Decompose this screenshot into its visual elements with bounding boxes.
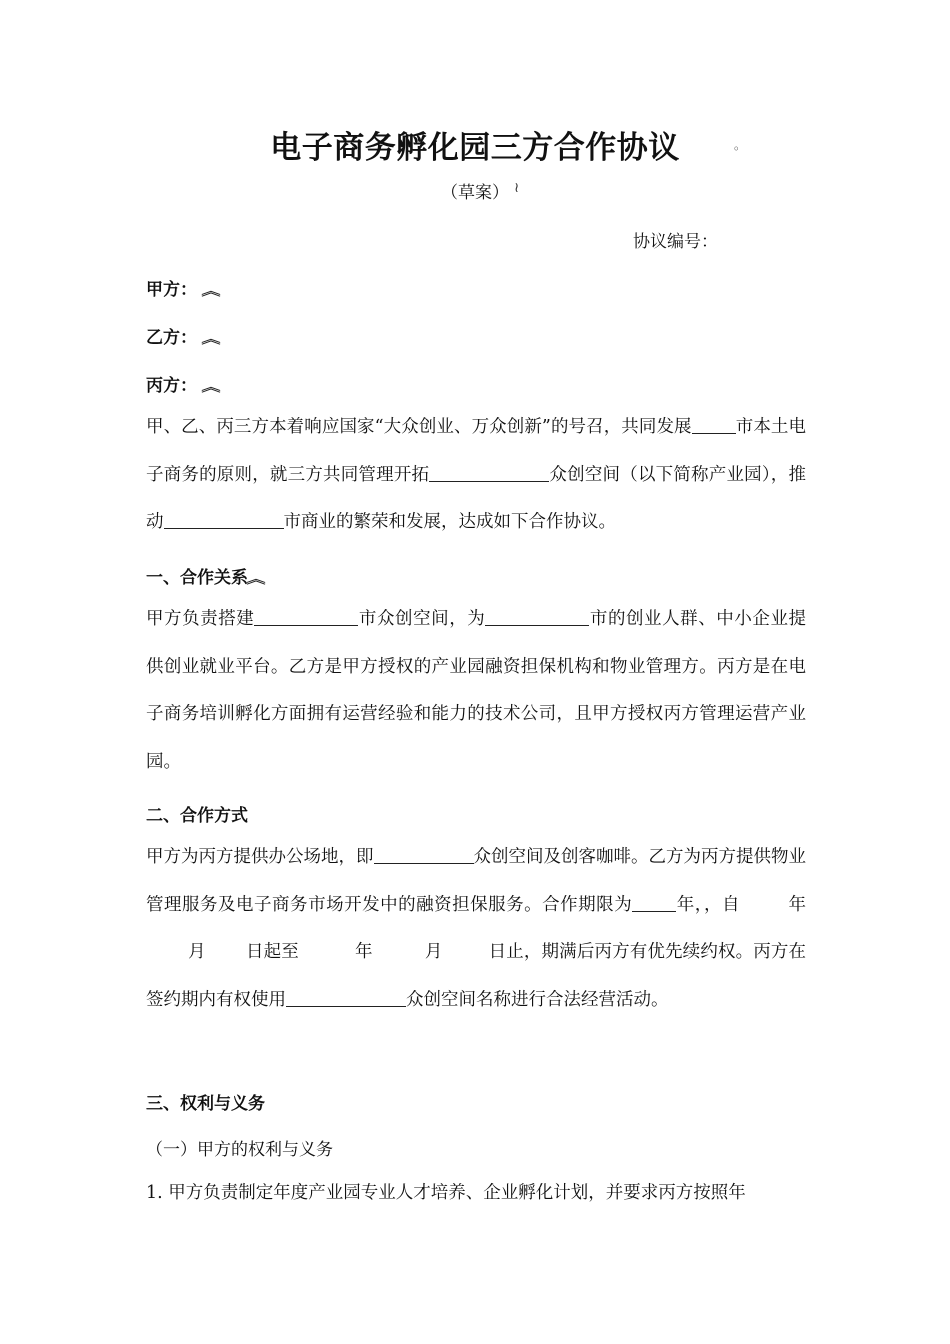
- agreement-number-label: 协议编号：: [633, 232, 718, 252]
- section-3-item-1: [146, 1170, 806, 1218]
- fill-blank[interactable]: [254, 607, 358, 626]
- fill-blank[interactable]: [164, 510, 284, 529]
- party-a-label: 甲方：: [146, 280, 197, 300]
- year-label: 年: [788, 894, 807, 915]
- party-b-label: 乙方：: [146, 328, 197, 348]
- section-text: 甲方负责搭建: [146, 609, 255, 629]
- section-2-paragraph: [146, 834, 806, 1024]
- month-label: 月: [424, 942, 443, 962]
- section-text: 1. 甲方负责制定年度产业园专业人才培养、企业孵化计划，并要求丙方按照年: [146, 1183, 746, 1203]
- intro-paragraph: [146, 404, 806, 547]
- section-3-subheading: （一）甲方的权利与义务: [146, 1140, 333, 1160]
- party-c-line: [146, 371, 221, 396]
- day-to-label: 日止，期满后丙方有优先续约权。丙方在签约期内有权使用: [146, 942, 807, 1010]
- fill-blank[interactable]: [692, 415, 736, 434]
- fill-blank[interactable]: [485, 607, 589, 626]
- section-3-heading: 三、权利与义务: [146, 1094, 265, 1114]
- fill-blank[interactable]: [286, 988, 406, 1007]
- intro-text: 市本土电子商务的原则，就三方共同管理开拓: [146, 417, 806, 485]
- document-title: 电子商务孵化园三方合作协议: [270, 130, 680, 166]
- document-subtitle: （草案）: [441, 183, 509, 203]
- party-c-label: 丙方：: [146, 376, 197, 396]
- section-text: 年，，自: [676, 894, 740, 915]
- section-1-heading: [146, 563, 266, 588]
- party-a-line: [146, 275, 221, 300]
- section-text: 市众创空间，为: [358, 609, 486, 629]
- fill-blank[interactable]: [374, 845, 474, 864]
- month-label: 月: [188, 942, 206, 962]
- title-mark: 。: [734, 138, 747, 152]
- chevron-up-icon: ︽: [246, 572, 266, 586]
- section-text: 甲方为丙方提供办公场地，即: [146, 847, 374, 867]
- chevron-up-icon: ︽: [201, 380, 221, 394]
- chevron-up-icon: ︽: [201, 332, 221, 346]
- section-heading-text: 一、合作关系: [146, 568, 248, 588]
- fill-blank[interactable]: [632, 893, 676, 912]
- section-text: 众创空间及创客咖啡。乙方为丙方提供物业管理服务及电子商务市场开发中的融资担保服务。合作期限为: [146, 847, 806, 915]
- intro-text: 市商业的繁荣和发展，达成如下合作协议。: [283, 512, 616, 532]
- year-label: 年: [354, 942, 373, 962]
- intro-text: 众创空间（以下简称产业园），推动: [146, 464, 807, 532]
- section-text: 市的创业人群、中小企业提供创业就业平台。乙方是甲方授权的产业园融资担保机构和物业管理方。丙方是在电子商务培训孵化方面拥有运营经验和能力的技术公司，且甲方授权丙方管理运营产业园。: [146, 609, 807, 772]
- subtitle-mark: ≀: [514, 180, 520, 196]
- intro-text: 甲、乙、丙三方本着响应国家“大众创业、万众创新”的号召，共同发展: [146, 417, 692, 437]
- section-2-heading: 二、合作方式: [146, 806, 248, 826]
- fill-blank[interactable]: [429, 463, 549, 482]
- day-from-label: 日起至: [245, 942, 299, 962]
- section-1-paragraph: [146, 596, 806, 786]
- section-text: 众创空间名称进行合法经营活动。: [406, 989, 669, 1010]
- party-b-line: [146, 323, 221, 348]
- chevron-up-icon: ︽: [201, 284, 221, 298]
